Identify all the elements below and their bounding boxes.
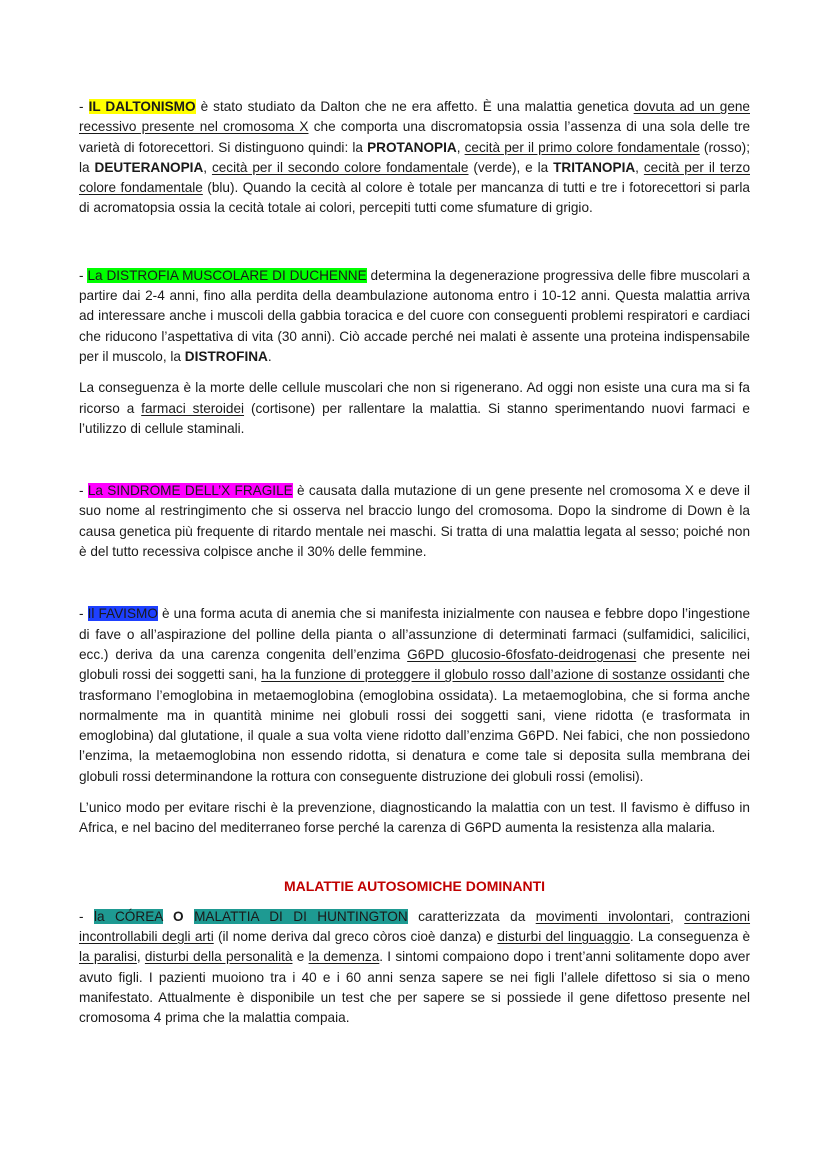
- underlined-text: disturbi della personalità: [144, 949, 293, 965]
- text: che comporta una discromatopsia ossia l’assenza di una sola delle tre varietà di fotorecettori. Si distinguono quindi: la: [79, 119, 751, 155]
- highlight-huntington: MALATTIA DI DI HUNTINGTON: [194, 908, 408, 924]
- dash: -: [79, 267, 88, 283]
- text: [184, 909, 194, 924]
- text: e: [292, 949, 309, 965]
- term-deuteranopia: DEUTERANOPIA: [94, 159, 204, 175]
- dash: -: [79, 606, 88, 622]
- text: . I sintomi compaiono dopo i trent’anni solitamente dopo aver avuto figli. I pazienti muoiono tra i 40 e i 60 anni senza sapere se nei figli l’allele difettoso si sia o meno manifestato. Attualmente è disponibile un test che per sapere se si possiede il gene difettoso presente nel cromosoma 4 prima che la malattia compaia.: [79, 949, 750, 1026]
- underlined-text: dovuta ad un gene recessivo presente nel cromosoma X: [79, 99, 750, 135]
- text: ,: [456, 139, 465, 155]
- text: (verde), e la: [468, 159, 554, 175]
- text: caratterizzata da: [407, 908, 536, 924]
- dash: -: [79, 908, 94, 924]
- text: è causata dalla mutazione di un gene presente nel cromosoma X e deve il suo nome al restringimento che si osserva nel braccio lungo del cromosoma. Dopo la sindrome di Down è la causa genetica più frequente di ritardo mentale nei maschi. Si tratta di una malattia legata al sesso; poiché non è del tutto recessiva colpisce anche il 30% delle femmine.: [79, 483, 750, 560]
- highlight-duchenne: La DISTROFIA MUSCOLARE DI DUCHENNE: [87, 267, 367, 283]
- dash: -: [79, 99, 89, 114]
- spacer: [79, 367, 750, 378]
- underlined-text: disturbi del linguaggio: [497, 928, 630, 944]
- underlined-text: farmaci steroidei: [141, 400, 245, 416]
- term-tritanopia: TRITANOPIA: [553, 159, 636, 175]
- underlined-text: cecità per il terzo colore fondamentale: [79, 159, 750, 196]
- text: che presente nei globuli rossi dei soggetti sani,: [79, 646, 750, 683]
- text: che trasformano l’emoglobina in metaemoglobina (emoglobina ossidata). La metaemoglobina, che si forma anche normalmente ma in quantità minime nei globuli rossi dei soggetti sani, viene ridotta (e trasformata in emoglobina) dal glutatione, il quale a sua volta viene ridotto dall’enzima G6PD. Nei fabici, che non possiedono l’enzima, la metaemoglobina non essendo ridotta, si denatura e come tale si deposita sulla membrana dei globuli rossi determinandone la rottura con conseguente distruzione dei globuli rossi (emolisi).: [79, 667, 750, 784]
- paragraph-duchenne-consequence: [79, 378, 750, 439]
- text: .: [267, 348, 272, 364]
- text: è stato studiato da Dalton che ne era affetto. È una malattia genetica: [195, 99, 634, 114]
- highlight-daltonismo: IL DALTONISMO: [88, 99, 196, 114]
- section-heading: MALATTIE AUTOSOMICHE DOMINANTI: [283, 877, 546, 894]
- term-distrofina: DISTROFINA: [184, 348, 268, 364]
- underlined-text: G6PD glucosio-6fosfato-deidrogenasi: [407, 646, 637, 662]
- underlined-text: movimenti involontari: [535, 908, 671, 924]
- underlined-text: cecità per il secondo colore fondamentale: [211, 159, 469, 175]
- text: La conseguenza è la morte delle cellule muscolari che non si rigenerano. Ad oggi non esiste una cura ma si fa ricorso a: [79, 380, 750, 416]
- text: ,: [670, 908, 685, 924]
- highlight-favismo: Il FAVISMO: [87, 606, 158, 622]
- paragraph-favismo: [79, 604, 750, 787]
- text: ,: [136, 949, 145, 965]
- text: è una forma acuta di anemia che si manifesta inizialmente con nausea e febbre dopo l’ingestione di fave o all’aspirazione del polline della pianta o all’assunzione di determinati farmaci (sulfamidici, salicilici, ecc.) deriva da una carenza congenita dell’enzima: [79, 606, 750, 662]
- text: (il nome deriva dal greco còros cioè danza) e: [213, 928, 498, 944]
- text: (rosso); la: [79, 139, 750, 175]
- text: (cortisone) per rallentare la malattia. Si stanno sperimentando nuovi farmaci e l’utilizzo di cellule staminali.: [79, 400, 750, 436]
- paragraph-x-fragile: [79, 481, 750, 562]
- highlight-corea: la CÓREA: [93, 908, 163, 924]
- spacer: [79, 839, 750, 876]
- spacer: [79, 219, 750, 266]
- spacer: [79, 787, 750, 798]
- text: ,: [635, 159, 644, 175]
- underlined-text: contrazioni incontrollabili degli arti: [79, 908, 751, 944]
- underlined-text: cecità per il primo colore fondamentale: [464, 139, 700, 155]
- spacer: [79, 896, 750, 907]
- spacer: [79, 439, 750, 481]
- underlined-text: ha la funzione di proteggere il globulo rosso dall’azione di sostanze ossidanti: [261, 667, 725, 683]
- highlight-x-fragile: La SINDROME DELL’X FRAGILE: [87, 483, 293, 499]
- underlined-text: la paralisi: [79, 949, 137, 965]
- underlined-text: la demenza: [308, 949, 380, 965]
- paragraph-duchenne: [79, 266, 750, 367]
- text: . La conseguenza è: [629, 928, 751, 944]
- term-protanopia: PROTANOPIA: [367, 139, 457, 155]
- spacer: [79, 562, 750, 604]
- text: ,: [203, 159, 212, 175]
- paragraph-huntington: [79, 907, 750, 1029]
- connector-o: O: [173, 908, 184, 924]
- paragraph-favismo-prevention: L’unico modo per evitare rischi è la prevenzione, diagnosticando la malattia con un test. Il favismo è diffuso in Africa, e nel bacino del mediterraneo forse perché la carenza di G6PD aumenta la resistenza alla malaria.: [79, 800, 750, 836]
- text: (blu). Quando la cecità al colore è totale per mancanza di tutti e tre i fotorecettori si parla di acromatopsia ossia la cecità totale ai colori, percepiti tutti come sfumature di grigio.: [79, 180, 750, 216]
- dash: -: [79, 483, 88, 499]
- text: determina la degenerazione progressiva delle fibre muscolari a partire dai 2-4 anni, fino alla perdita della deambulazione autonoma entro i 10-12 anni. Questa malattia arriva ad interessare anche i muscoli della gabbia toracica e del cuore con conseguenti problemi respiratori e cardiaci che riducono l’aspettativa di vita (30 anni). Ciò accade perché nei malati è assente una proteina indispensabile per il muscolo, la: [79, 267, 750, 364]
- text: [163, 909, 173, 924]
- paragraph-daltonismo: [79, 97, 750, 219]
